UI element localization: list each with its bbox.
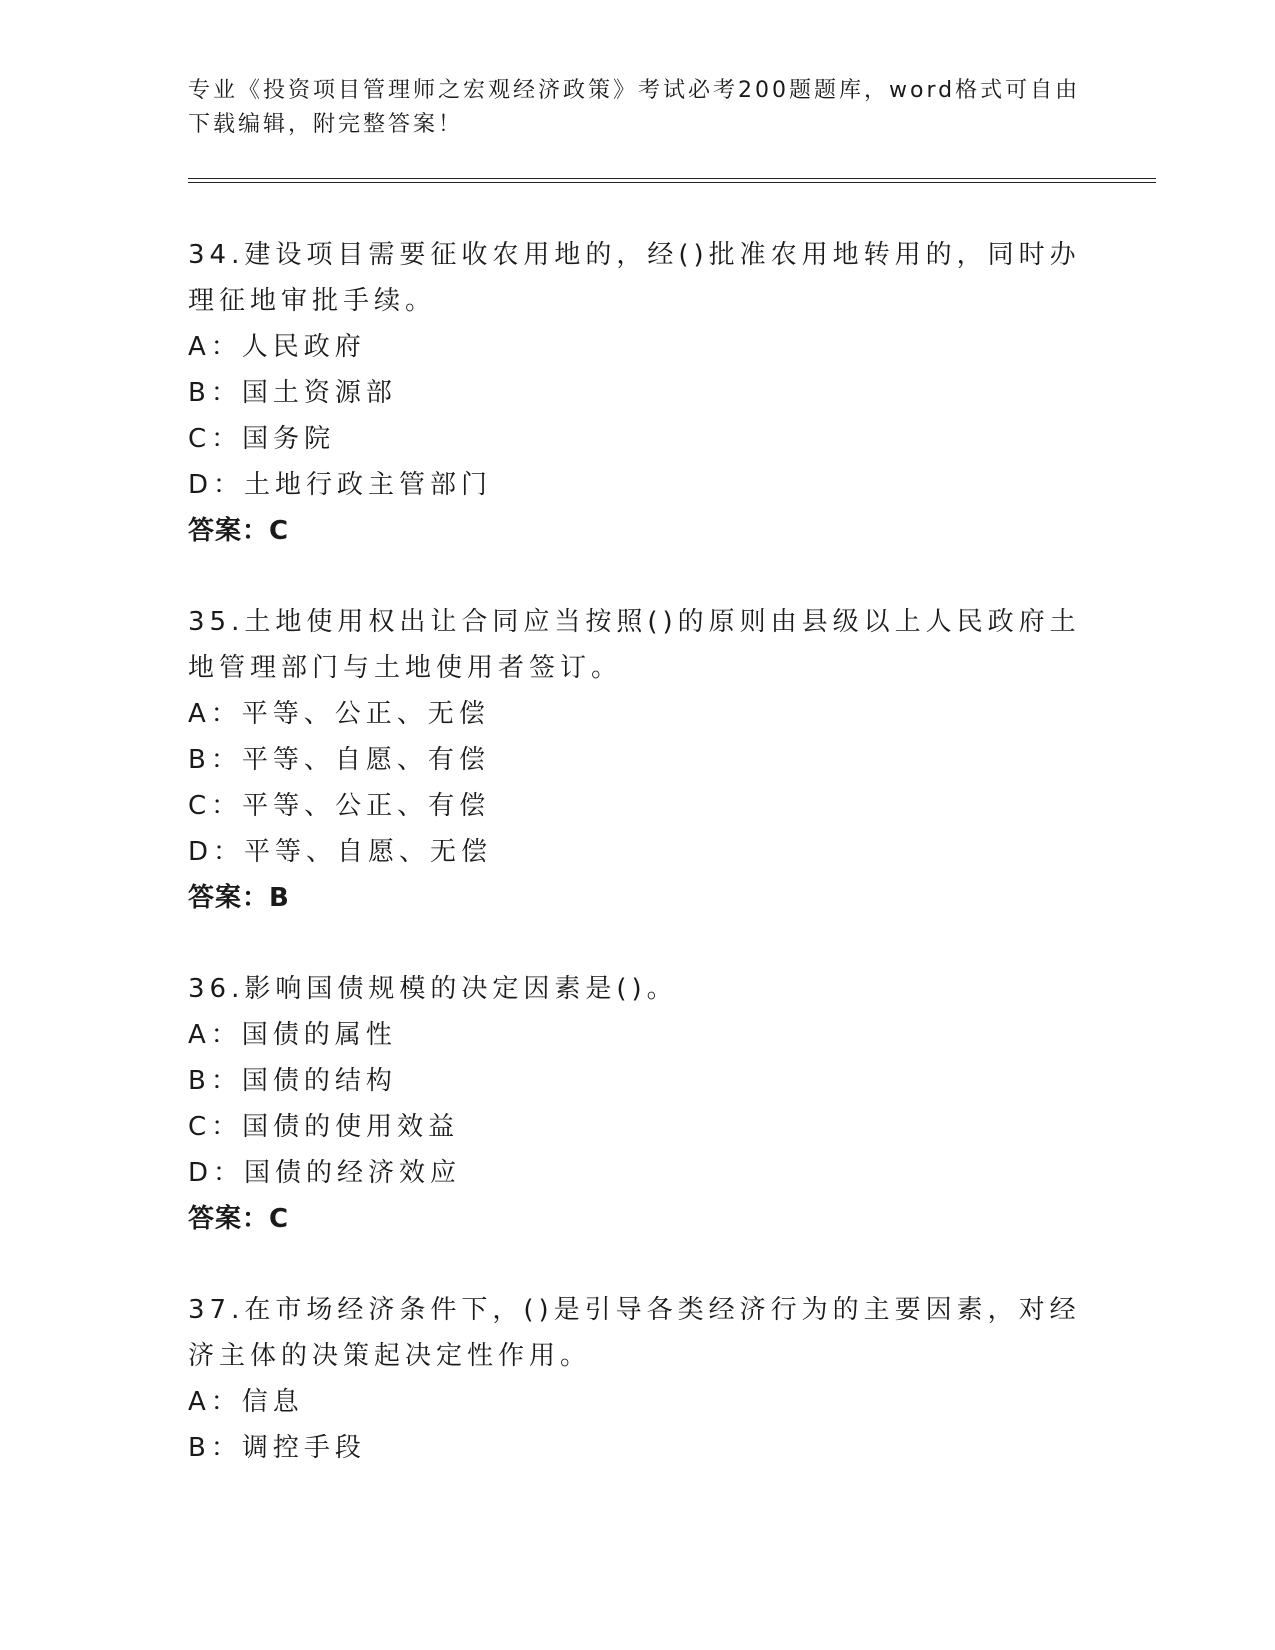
option-a: A：平等、公正、无偿 xyxy=(188,699,490,729)
option-c: C：国务院 xyxy=(188,424,336,454)
question-35 xyxy=(188,599,1088,921)
question-stem: 34.建设项目需要征收农用地的，经()批准农用地转用的，同时办理征地审批手续。 xyxy=(188,240,1081,316)
option-b: B：平等、自愿、有偿 xyxy=(188,745,490,775)
option-a: A：人民政府 xyxy=(188,332,366,362)
question-34 xyxy=(188,232,1088,554)
answer-line: 答案：B xyxy=(188,883,290,913)
option-d: D：国债的经济效应 xyxy=(188,1158,462,1188)
option-c: C：国债的使用效益 xyxy=(188,1112,460,1142)
option-d: D：平等、自愿、无偿 xyxy=(188,837,493,867)
question-stem: 36.影响国债规模的决定因素是()。 xyxy=(188,974,678,1004)
answer-line: 答案：C xyxy=(188,516,290,546)
question-37 xyxy=(188,1287,1088,1471)
document-header: 专业《投资项目管理师之宏观经济政策》考试必考200题题库，word格式可自由下载编辑，附完整答案！ xyxy=(188,78,1081,137)
option-a: A：国债的属性 xyxy=(188,1020,397,1050)
question-stem: 37.在市场经济条件下，()是引导各类经济行为的主要因素，对经济主体的决策起决定性作用。 xyxy=(188,1295,1081,1371)
question-stem: 35.土地使用权出让合同应当按照()的原则由县级以上人民政府土地管理部门与土地使用者签订。 xyxy=(188,607,1081,683)
option-b: B：调控手段 xyxy=(188,1433,366,1463)
option-b: B：国土资源部 xyxy=(188,378,397,408)
option-d: D：土地行政主管部门 xyxy=(188,470,493,500)
option-b: B：国债的结构 xyxy=(188,1066,397,1096)
header-double-rule xyxy=(188,178,1156,183)
option-a: A：信息 xyxy=(188,1387,304,1417)
option-c: C：平等、公正、有偿 xyxy=(188,791,491,821)
question-36 xyxy=(188,966,1088,1242)
answer-line: 答案：C xyxy=(188,1204,290,1234)
